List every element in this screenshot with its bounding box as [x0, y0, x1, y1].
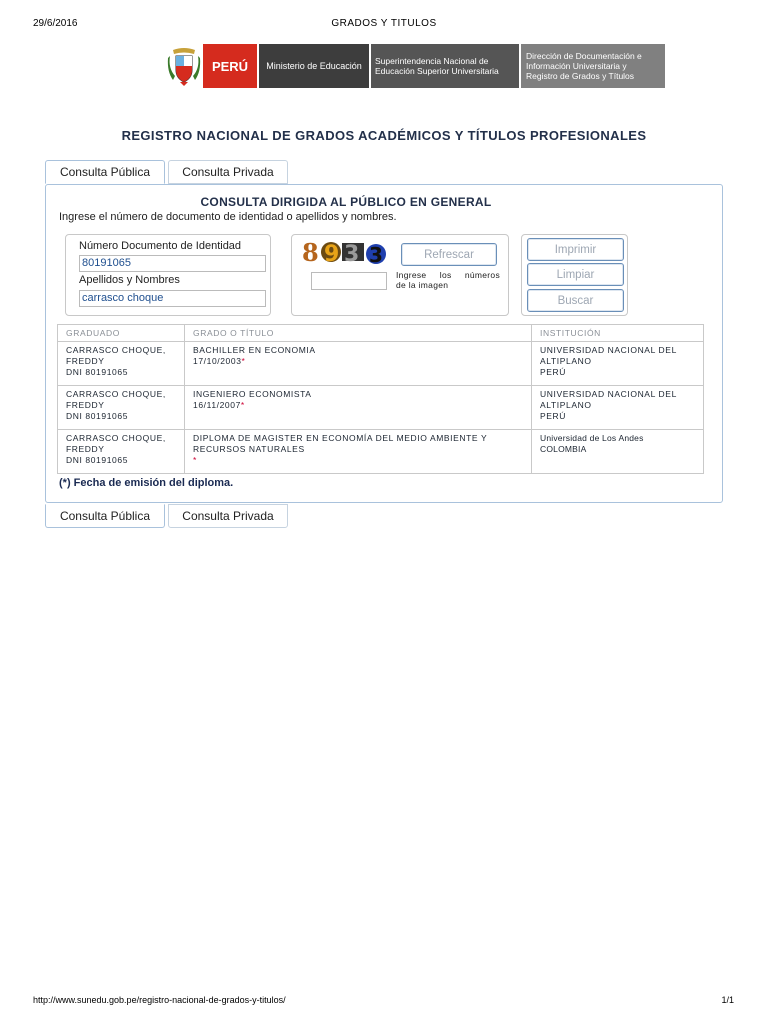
column-header: INSTITUCIÓN — [532, 325, 704, 342]
graduado-cell — [58, 342, 185, 386]
direccion-line: Dirección de Documentación e — [526, 51, 642, 61]
column-header: GRADUADO — [58, 325, 185, 342]
svg-text:8: 8 — [302, 239, 319, 265]
name-input[interactable]: carrasco choque — [79, 290, 266, 307]
refresh-button[interactable]: Refrescar — [401, 243, 497, 266]
captcha-input[interactable] — [311, 272, 387, 290]
graduado-cell — [58, 386, 185, 430]
institucion-cell — [532, 342, 704, 386]
institucion-line: UNIVERSIDAD NACIONAL DEL — [540, 345, 677, 355]
consulta-panel — [45, 184, 723, 503]
coat-of-arms-icon — [165, 44, 203, 88]
graduado-dni: DNI 80191065 — [66, 455, 129, 465]
graduado-name: FREDDY — [66, 444, 105, 454]
graduado-dni: DNI 80191065 — [66, 367, 129, 377]
graduado-name: FREDDY — [66, 400, 105, 410]
direccion-line: Información Universitaria y — [526, 61, 627, 71]
page-title: REGISTRO NACIONAL DE GRADOS ACADÉMICOS Y TÍTULOS PROFESIONALES — [121, 128, 647, 143]
grado-date: 17/10/2003 — [193, 356, 242, 366]
captcha-help-line: Ingrese los números — [396, 270, 500, 280]
tab-consulta-publica[interactable]: Consulta Pública — [45, 504, 165, 528]
section-title: CONSULTA DIRIGIDA AL PÚBLICO EN GENERAL — [200, 195, 492, 209]
graduado-name: FREDDY — [66, 356, 105, 366]
ministerio-logo: Ministerio de Educación — [259, 44, 369, 88]
sunedu-logo — [371, 44, 519, 88]
grado-title: BACHILLER EN ECONOMIA — [193, 345, 316, 355]
table-row — [58, 386, 704, 430]
footnote-star: * — [193, 455, 197, 465]
direccion-line: Registro de Grados y Títulos — [526, 71, 635, 81]
institucion-line: UNIVERSIDAD NACIONAL DEL — [540, 389, 677, 399]
sunedu-line: Superintendencia Nacional de — [375, 56, 489, 66]
actions-box — [521, 234, 628, 316]
captcha-help — [396, 270, 500, 290]
peru-logo: PERÚ — [203, 44, 257, 88]
grado-date: 16/11/2007 — [193, 400, 241, 410]
column-header: GRADO O TÍTULO — [185, 325, 532, 342]
results-table — [57, 324, 704, 474]
institucion-line: Universidad de Los Andes — [540, 433, 644, 443]
footnote-star: * — [241, 356, 246, 366]
graduado-cell — [58, 430, 185, 474]
print-title: GRADOS Y TITULOS — [331, 18, 437, 29]
grado-cell — [185, 386, 532, 430]
clear-button[interactable]: Limpiar — [527, 263, 624, 286]
graduado-name: CARRASCO CHOQUE, — [66, 389, 166, 399]
tab-bar-top — [45, 160, 291, 185]
grado-title: INGENIERO ECONOMISTA — [193, 389, 312, 399]
grado-cell — [185, 430, 532, 474]
footnote-text: (*) Fecha de emisión del diploma. — [59, 477, 234, 489]
print-button[interactable]: Imprimir — [527, 238, 624, 261]
grado-cell — [185, 342, 532, 386]
institucion-cell — [532, 430, 704, 474]
table-row — [58, 430, 704, 474]
institucion-line: ALTIPLANO — [540, 400, 592, 410]
svg-text:3: 3 — [369, 243, 383, 265]
sunedu-line: Educación Superior Universitaria — [375, 66, 499, 76]
search-button[interactable]: Buscar — [527, 289, 624, 312]
graduado-name: CARRASCO CHOQUE, — [66, 345, 166, 355]
graduado-name: CARRASCO CHOQUE, — [66, 433, 166, 443]
table-row — [58, 342, 704, 386]
svg-text:3: 3 — [344, 242, 360, 265]
direccion-logo — [521, 44, 665, 88]
captcha-help-line: de la imagen — [396, 280, 449, 290]
print-footer — [0, 995, 768, 1009]
grado-title: DIPLOMA DE MAGISTER EN ECONOMÍA DEL MEDIO AMBIENTE Y — [193, 433, 488, 443]
footnote-star: * — [240, 400, 245, 410]
tab-consulta-publica[interactable]: Consulta Pública — [45, 160, 165, 184]
tab-bar-bottom — [45, 504, 291, 529]
captcha-box — [291, 234, 509, 316]
tab-consulta-privada[interactable]: Consulta Privada — [168, 160, 288, 184]
graduado-dni: DNI 80191065 — [66, 411, 129, 421]
name-label: Apellidos y Nombres — [79, 274, 180, 286]
tab-consulta-privada[interactable]: Consulta Privada — [168, 504, 288, 528]
print-date: 29/6/2016 — [33, 18, 78, 29]
grado-title: RECURSOS NATURALES — [193, 444, 305, 454]
print-header — [0, 18, 768, 32]
institucion-line: PERÚ — [540, 367, 567, 377]
search-fields-box — [65, 234, 271, 316]
dni-input[interactable]: 80191065 — [79, 255, 266, 272]
dni-label: Número Documento de Identidad — [79, 240, 242, 252]
institucion-line: COLOMBIA — [540, 444, 587, 454]
institucion-line: ALTIPLANO — [540, 356, 592, 366]
gov-banner — [165, 44, 665, 88]
page-number: 1/1 — [721, 995, 734, 1005]
svg-text:9: 9 — [324, 242, 340, 265]
print-url: http://www.sunedu.gob.pe/registro-nacional-de-grados-y-titulos/ — [33, 995, 286, 1005]
captcha-image — [302, 239, 388, 265]
institucion-cell — [532, 386, 704, 430]
institucion-line: PERÚ — [540, 411, 567, 421]
table-header-row — [58, 325, 704, 342]
instruction-text: Ingrese el número de documento de identidad o apellidos y nombres. — [59, 211, 397, 223]
